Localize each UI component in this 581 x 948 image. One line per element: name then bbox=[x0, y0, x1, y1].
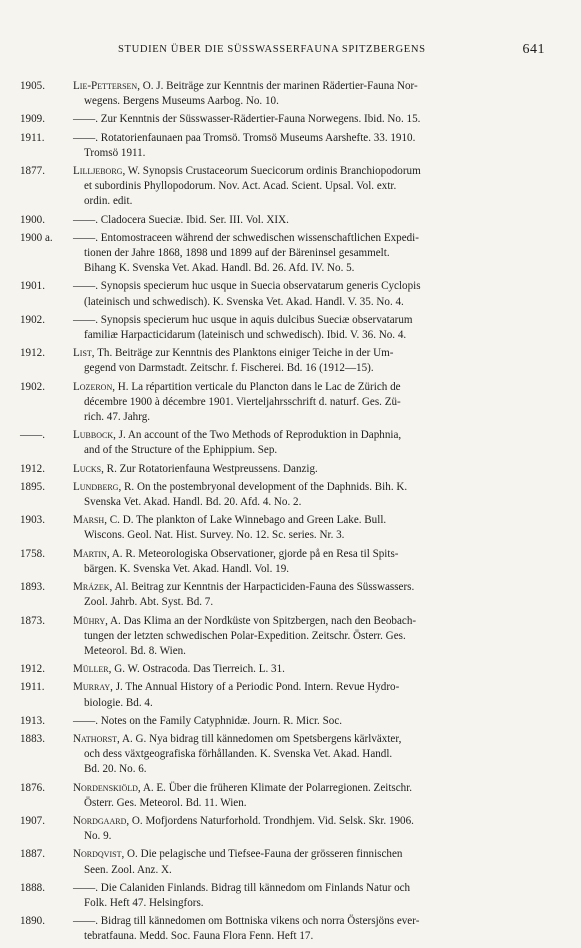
reference-text bbox=[73, 732, 556, 778]
reference-author: Martin, bbox=[73, 547, 110, 560]
reference-entry bbox=[0, 781, 581, 811]
reference-text bbox=[73, 680, 556, 710]
page-header bbox=[0, 44, 581, 64]
reference-year: 1901. bbox=[20, 280, 45, 293]
reference-entry bbox=[0, 380, 581, 426]
reference-line: Wiscons. Geol. Nat. Hist. Survey. No. 12. Sc. series. Nr. 3. bbox=[84, 529, 345, 542]
reference-author: Nordgaard, bbox=[73, 814, 130, 827]
reference-line: Tromsö 1911. bbox=[84, 146, 146, 159]
reference-line: ——. Entomostraceen während der schwedischen wissenschaftlichen Expedi- bbox=[73, 231, 419, 244]
reference-year: 1890. bbox=[20, 915, 45, 928]
reference-text bbox=[73, 79, 556, 109]
reference-entry bbox=[0, 580, 581, 610]
reference-line: ordin. edit. bbox=[84, 195, 133, 208]
reference-text bbox=[73, 580, 556, 610]
reference-author: Lucks, bbox=[73, 462, 104, 475]
reference-entry bbox=[0, 213, 581, 228]
reference-author: Nordqvist, bbox=[73, 848, 125, 861]
reference-line bbox=[73, 513, 556, 528]
reference-text bbox=[73, 313, 556, 343]
reference-text bbox=[73, 346, 556, 376]
reference-line-text: A. R. Meteorologiska Observationer, gjorde på en Resa til Spits- bbox=[109, 547, 399, 560]
reference-line-text: O. Mofjordens Naturforhold. Trondhjem. Vid. Selsk. Skr. 1906. bbox=[129, 814, 414, 827]
reference-line bbox=[73, 480, 556, 495]
reference-year: 1758. bbox=[20, 547, 45, 560]
reference-line bbox=[73, 814, 556, 829]
reference-line: Zool. Jahrb. Abt. Syst. Bd. 7. bbox=[84, 596, 214, 609]
reference-line: No. 9. bbox=[84, 830, 112, 843]
reference-author: Lubbock, bbox=[73, 429, 116, 442]
reference-year: 1883. bbox=[20, 732, 45, 745]
reference-year: 1902. bbox=[20, 313, 45, 326]
reference-line: tionen der Jahre 1868, 1898 und 1899 auf der Bäreninsel gesammelt. bbox=[84, 247, 390, 260]
reference-entry bbox=[0, 714, 581, 729]
reference-line: Folk. Heft 47. Helsingfors. bbox=[84, 896, 204, 909]
reference-author: Lozeron, bbox=[73, 380, 115, 393]
reference-year: 1903. bbox=[20, 514, 45, 527]
reference-line: tungen der letzten schwedischen Polar-Expedition. Zeitschr. Österr. Ges. bbox=[84, 629, 406, 642]
reference-entry bbox=[0, 112, 581, 127]
reference-text bbox=[73, 231, 556, 277]
reference-year: 1907. bbox=[20, 814, 45, 827]
reference-entry bbox=[0, 547, 581, 577]
reference-line bbox=[73, 680, 556, 695]
reference-line bbox=[73, 732, 556, 747]
reference-line: Meteorol. Bd. 8. Wien. bbox=[84, 644, 186, 657]
reference-text bbox=[73, 881, 556, 911]
reference-author: Mrázek, bbox=[73, 581, 113, 594]
reference-year: 1909. bbox=[20, 113, 45, 126]
reference-year: 1905. bbox=[20, 80, 45, 92]
reference-line: and of the Structure of the Ephippium. Sep. bbox=[84, 444, 278, 457]
reference-text bbox=[73, 462, 556, 477]
reference-line: ——. Notes on the Family Catyphnidæ. Journ. R. Micr. Soc. bbox=[73, 714, 343, 727]
reference-year: 1900 a. bbox=[20, 231, 53, 244]
reference-line-text: A. Das Klima an der Nordküste von Spitzbergen, nach den Beobach- bbox=[107, 614, 417, 627]
reference-entry bbox=[0, 279, 581, 309]
reference-author: Nathorst, bbox=[73, 732, 120, 745]
reference-line bbox=[73, 380, 556, 395]
reference-line-text: J. An account of the Two Methods of Reproduktion in Daphnia, bbox=[115, 429, 402, 442]
reference-line-text: J. The Annual History of a Periodic Pond. Intern. Revue Hydro- bbox=[112, 681, 400, 694]
reference-line-text: Th. Beiträge zur Kenntnis des Planktons einiger Teiche in der Um- bbox=[94, 347, 394, 360]
reference-line: et subordinis Phyllopodorum. Nov. Act. Acad. Scient. Upsal. Vol. extr. bbox=[84, 180, 397, 193]
reference-year: 1911. bbox=[20, 131, 45, 144]
reference-text bbox=[73, 614, 556, 660]
reference-entry bbox=[0, 847, 581, 877]
reference-author: Lilljeborg, bbox=[73, 165, 126, 178]
reference-line-text: G. W. Ostracoda. Das Tierreich. L. 31. bbox=[111, 663, 285, 676]
reference-year: 1912. bbox=[20, 663, 45, 676]
reference-line: och dess växtgeografiska förhållanden. K. Svenska Vet. Akad. Handl. bbox=[84, 748, 393, 761]
reference-line: Bd. 20. No. 6. bbox=[84, 763, 147, 776]
reference-line bbox=[73, 346, 556, 361]
reference-year: 1912. bbox=[20, 347, 45, 360]
reference-author: Marsh, bbox=[73, 514, 107, 527]
reference-line-text: R. On the postembryonal development of the Daphnids. Bih. K. bbox=[121, 480, 408, 493]
reference-line bbox=[73, 662, 556, 677]
reference-author: Lie-Pettersen, bbox=[73, 80, 140, 92]
reference-text bbox=[73, 513, 556, 543]
reference-entry bbox=[0, 131, 581, 161]
reference-year: 1887. bbox=[20, 848, 45, 861]
reference-entry bbox=[0, 732, 581, 778]
reference-line bbox=[73, 79, 556, 94]
reference-line bbox=[73, 580, 556, 595]
reference-entry bbox=[0, 346, 581, 376]
reference-text bbox=[73, 131, 556, 161]
reference-entry bbox=[0, 814, 581, 844]
reference-line: rich. 47. Jahrg. bbox=[84, 411, 151, 424]
reference-line: Seen. Zool. Anz. X. bbox=[84, 863, 172, 876]
reference-line: tebratfauna. Medd. Soc. Fauna Flora Fenn. Heft 17. bbox=[84, 930, 314, 943]
reference-line: bärgen. K. Svenska Vet. Akad. Handl. Vol. 19. bbox=[84, 562, 290, 575]
reference-line: ——. Die Calaniden Finlands. Bidrag till kännedom om Finlands Natur och bbox=[73, 881, 411, 894]
reference-author: Mühry, bbox=[73, 614, 108, 627]
reference-line bbox=[73, 428, 556, 443]
reference-text bbox=[73, 279, 556, 309]
reference-line: ——. Bidrag till kännedomen om Bottniska vikens och norra Östersjöns ever- bbox=[73, 915, 420, 928]
reference-line-text: H. La répartition verticale du Plancton dans le Lac de Zürich de bbox=[115, 380, 401, 393]
reference-line bbox=[73, 462, 556, 477]
running-title: STUDIEN ÜBER DIE SÜSSWASSERFAUNA SPITZBERGENS bbox=[118, 44, 426, 55]
reference-line: (lateinisch und schwedisch). K. Svenska Vet. Akad. Handl. V. 35. No. 4. bbox=[84, 295, 404, 308]
reference-entry bbox=[0, 881, 581, 911]
reference-year: 1893. bbox=[20, 581, 45, 594]
reference-text bbox=[73, 213, 556, 228]
reference-entry bbox=[0, 914, 581, 944]
reference-entry bbox=[0, 164, 581, 210]
reference-line-text: O. J. Beiträge zur Kenntnis der marinen Rädertier-Fauna Nor- bbox=[139, 80, 418, 92]
reference-entry bbox=[0, 614, 581, 660]
reference-text bbox=[73, 547, 556, 577]
reference-year: 1873. bbox=[20, 614, 45, 627]
reference-line bbox=[73, 547, 556, 562]
reference-entry bbox=[0, 462, 581, 477]
reference-author: Lundberg, bbox=[73, 480, 122, 493]
reference-line-text: W. Synopsis Crustaceorum Suecicorum ordinis Branchiopodorum bbox=[125, 165, 421, 178]
reference-text bbox=[73, 164, 556, 210]
reference-text bbox=[73, 380, 556, 426]
reference-entry bbox=[0, 313, 581, 343]
reference-line: ——. Cladocera Sueciæ. Ibid. Ser. III. Vol. XIX. bbox=[73, 213, 289, 226]
reference-year: 1877. bbox=[20, 165, 45, 178]
reference-text bbox=[73, 480, 556, 510]
reference-entry bbox=[0, 680, 581, 710]
reference-entry bbox=[0, 428, 581, 458]
reference-line bbox=[73, 781, 556, 796]
reference-year: 1895. bbox=[20, 480, 45, 493]
reference-line-text: O. Die pelagische und Tiefsee-Fauna der grösseren finnischen bbox=[124, 848, 403, 861]
reference-text bbox=[73, 714, 556, 729]
bibliography-list bbox=[0, 79, 581, 948]
reference-year: 1912. bbox=[20, 462, 45, 475]
reference-entry bbox=[0, 231, 581, 277]
reference-line: ——. Synopsis specierum huc usque in Suecia observatarum generis Cyclopis bbox=[73, 280, 421, 293]
reference-entry bbox=[0, 662, 581, 677]
reference-line: décembre 1900 à décembre 1901. Vierteljahrsschrift d. naturf. Ges. Zü- bbox=[84, 395, 401, 408]
reference-year: 1911. bbox=[20, 681, 45, 694]
reference-line-text: Al. Beitrag zur Kenntnis der Harpacticiden-Fauna des Süsswassers. bbox=[112, 581, 415, 594]
reference-line: ——. Zur Kenntnis der Süsswasser-Rädertier-Fauna Norwegens. Ibid. No. 15. bbox=[73, 113, 421, 126]
reference-line: gegend von Darmstadt. Zeitschr. f. Fischerei. Bd. 16 (1912—15). bbox=[84, 362, 374, 375]
reference-text bbox=[73, 814, 556, 844]
reference-year: 1888. bbox=[20, 881, 45, 894]
reference-text bbox=[73, 428, 556, 458]
reference-text bbox=[73, 112, 556, 127]
reference-text bbox=[73, 914, 556, 944]
reference-line bbox=[73, 164, 556, 179]
reference-line: ——. Rotatorienfaunaen paa Tromsö. Tromsö Museums Aarshefte. 33. 1910. bbox=[73, 131, 416, 144]
reference-line bbox=[73, 614, 556, 629]
reference-line: Österr. Ges. Meteorol. Bd. 11. Wien. bbox=[84, 796, 247, 809]
reference-author: Müller, bbox=[73, 663, 112, 676]
reference-line-text: A. G. Nya bidrag till kännedomen om Spetsbergens kärlväxter, bbox=[119, 732, 402, 745]
reference-text bbox=[73, 781, 556, 811]
reference-year: 1913. bbox=[20, 714, 45, 727]
reference-year: 1902. bbox=[20, 380, 45, 393]
reference-line-text: R. Zur Rotatorienfauna Westpreussens. Danzig. bbox=[103, 462, 318, 475]
reference-year: 1876. bbox=[20, 781, 45, 794]
page-number: 641 bbox=[522, 42, 545, 57]
reference-line-text: C. D. The plankton of Lake Winnebago and Green Lake. Bull. bbox=[106, 514, 387, 527]
reference-author: Murray, bbox=[73, 681, 113, 694]
reference-entry bbox=[0, 79, 581, 109]
reference-line: familiæ Harpacticidarum (lateinisch und schwedisch). Ibid. V. 36. No. 4. bbox=[84, 329, 407, 342]
reference-author: List, bbox=[73, 347, 95, 360]
reference-author: Nordenskiöld, bbox=[73, 781, 141, 794]
reference-line: ——. Synopsis specierum huc usque in aquis dulcibus Sueciæ observatarum bbox=[73, 313, 413, 326]
reference-year: ——. bbox=[20, 429, 45, 442]
reference-line: Bihang K. Svenska Vet. Akad. Handl. Bd. 26. Afd. IV. No. 5. bbox=[84, 262, 355, 275]
reference-line-text: A. E. Über die früheren Klimate der Polarregionen. Zeitschr. bbox=[140, 781, 413, 794]
reference-line: Svenska Vet. Akad. Handl. Bd. 20. Afd. 4. No. 2. bbox=[84, 496, 302, 509]
reference-year: 1900. bbox=[20, 213, 45, 226]
reference-line bbox=[73, 847, 556, 862]
reference-text bbox=[73, 662, 556, 677]
reference-line: wegens. Bergens Museums Aarbog. No. 10. bbox=[84, 95, 279, 108]
reference-entry bbox=[0, 513, 581, 543]
reference-text bbox=[73, 847, 556, 877]
reference-entry bbox=[0, 480, 581, 510]
reference-line: biologie. Bd. 4. bbox=[84, 696, 153, 709]
